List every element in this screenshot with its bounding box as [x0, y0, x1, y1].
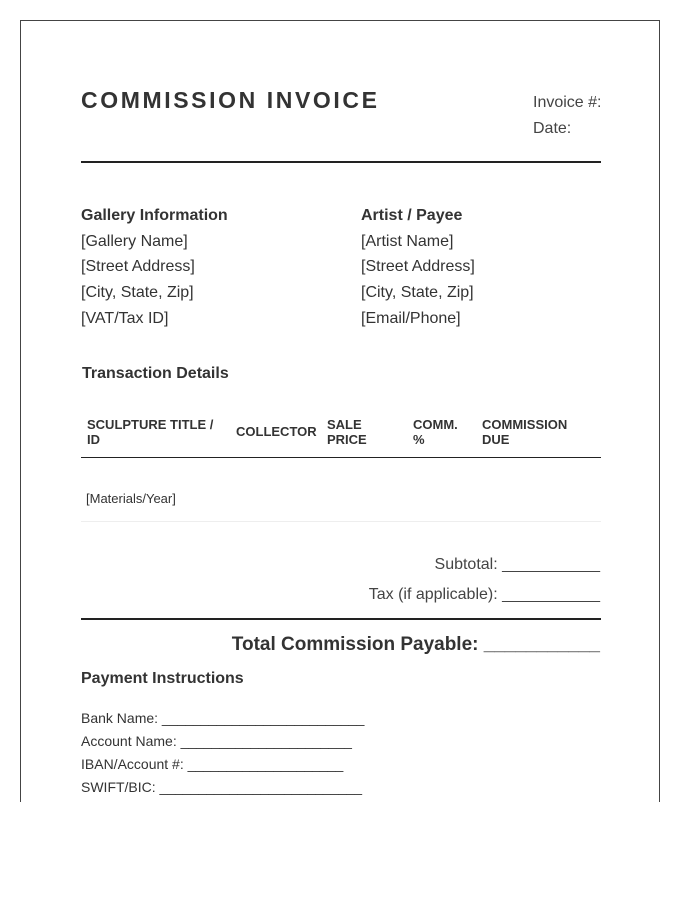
invoice-number-label: Invoice #: [533, 94, 602, 111]
bank-name-field: Bank Name: __________________________ [81, 710, 365, 726]
artist-city: [City, State, Zip] [361, 284, 474, 301]
invoice-title: COMMISSION INVOICE [81, 87, 380, 113]
column-header-commission-due: COMMISSION DUE [482, 417, 568, 447]
column-header-title: SCULPTURE TITLE / ID [87, 417, 214, 447]
artist-street: [Street Address] [361, 258, 475, 275]
artist-contact: [Email/Phone] [361, 310, 461, 327]
column-header-sale-price: SALE PRICE [327, 417, 367, 447]
artist-heading: Artist / Payee [361, 207, 463, 224]
transaction-heading: Transaction Details [82, 365, 229, 382]
gallery-name: [Gallery Name] [81, 233, 188, 250]
invoice-date-label: Date: [533, 120, 572, 137]
subtotal-label: Subtotal: ___________ [434, 556, 600, 573]
header-divider [81, 161, 601, 163]
column-header-collector: COLLECTOR [236, 424, 317, 439]
iban-field: IBAN/Account #: ____________________ [81, 756, 344, 772]
table-row-divider [81, 521, 601, 522]
totals-divider [81, 618, 601, 620]
artist-name: [Artist Name] [361, 233, 454, 250]
table-header-divider [81, 457, 601, 458]
payment-heading: Payment Instructions [81, 670, 244, 687]
gallery-street: [Street Address] [81, 258, 195, 275]
invoice-page [20, 20, 660, 802]
column-header-comm-pct: COMM. % [413, 417, 458, 447]
gallery-heading: Gallery Information [81, 207, 228, 224]
tax-label: Tax (if applicable): ___________ [368, 586, 600, 603]
row-sculpture-cell: [Materials/Year] [86, 491, 176, 506]
gallery-city: [City, State, Zip] [81, 284, 194, 301]
account-name-field: Account Name: ______________________ [81, 733, 352, 749]
swift-field: SWIFT/BIC: __________________________ [81, 779, 362, 795]
total-commission-payable: Total Commission Payable: ___________ [231, 634, 600, 655]
gallery-vat: [VAT/Tax ID] [81, 310, 169, 327]
